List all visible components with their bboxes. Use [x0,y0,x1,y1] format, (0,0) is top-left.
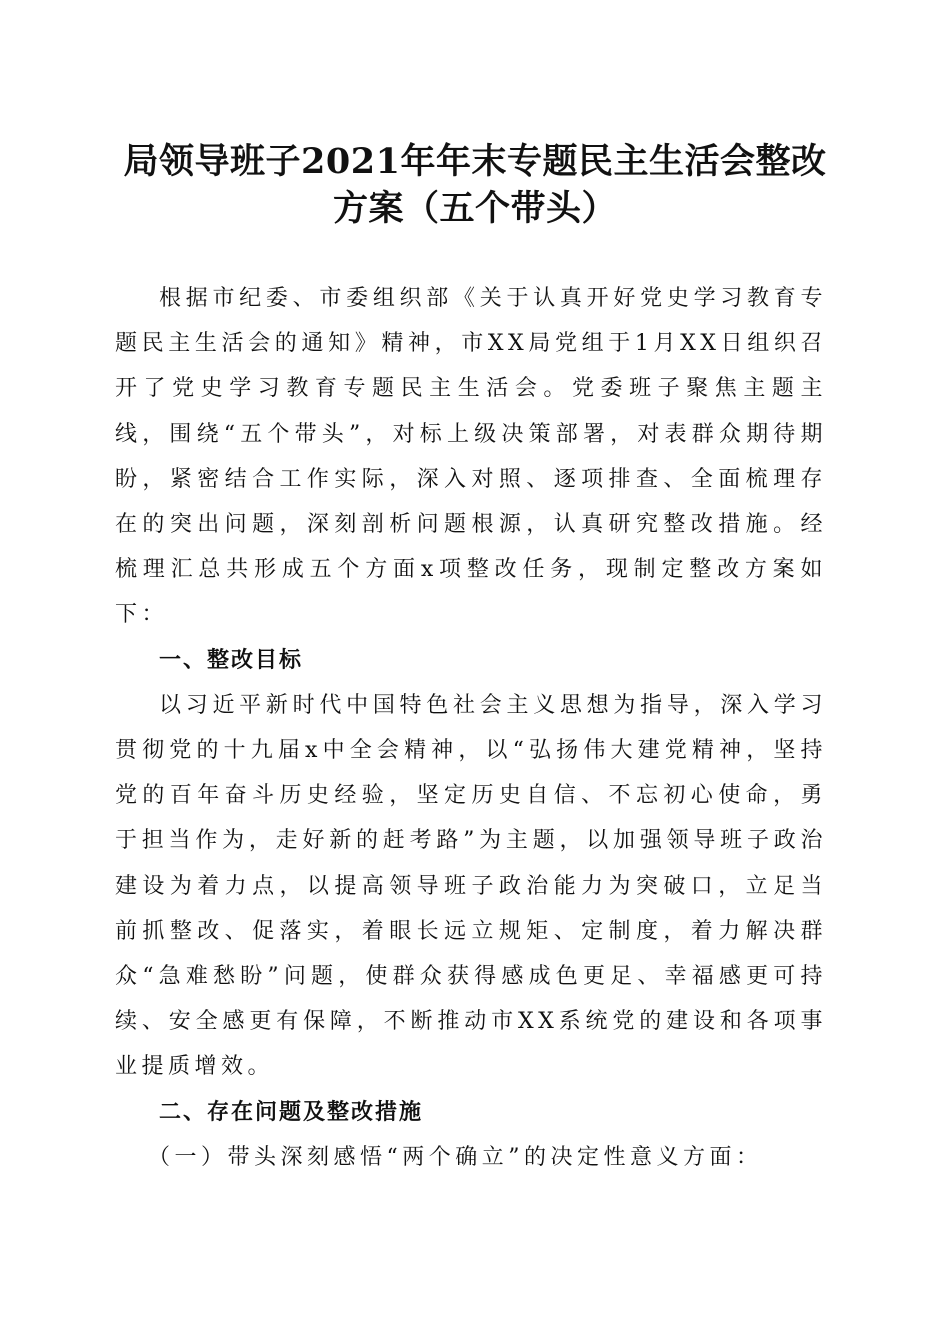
goals-paragraph: 以习近平新时代中国特色社会主义思想为指导，深入学习贯彻党的十九届x中全会精神，以“弘扬伟大建党精神，坚持党的百年奋斗历史经验，坚定历史自信、不忘初心使命，勇于担当作为，走好新的赶考路”为主题，以加强领导班子政治建设为着力点，以提高领导班子政治能力为突破口，立足当前抓整改、促落实，着眼长远立规矩、定制度，着力解决群众“急难愁盼”问题，使群众获得感成色更足、幸福感更可持续、安全感更有保障，不断推动市XX系统党的建设和各项事业提质增效。 [115,692,827,1080]
title-line-1: 局领导班子2021年年末专题民主生活会整改 [123,141,827,182]
subsection-heading-1: （一）带头深刻感悟“两个确立”的决定性意义方面： [148,1144,763,1170]
document-body [115,276,827,1180]
section-heading-goals: 一、整改目标 [159,647,304,673]
intro-paragraph: 根据市纪委、市委组织部《关于认真开好党史学习教育专题民主生活会的通知》精神，市XX局党组于1月XX日组织召开了党史学习教育专题民主生活会。党委班子聚焦主题主线，围绕“五个带头”，对标上级决策部署，对表群众期待期盼，紧密结合工作实际，深入对照、逐项排查、全面梳理存在的突出问题，深刻剖析问题根源，认真研究整改措施。经梳理汇总共形成五个方面x项整改任务，现制定整改方案如下： [115,286,827,628]
title-line-2: 方案（五个带头） [332,188,617,229]
section-heading-problems: 二、存在问题及整改措施 [159,1099,424,1125]
document-title [100,138,850,232]
